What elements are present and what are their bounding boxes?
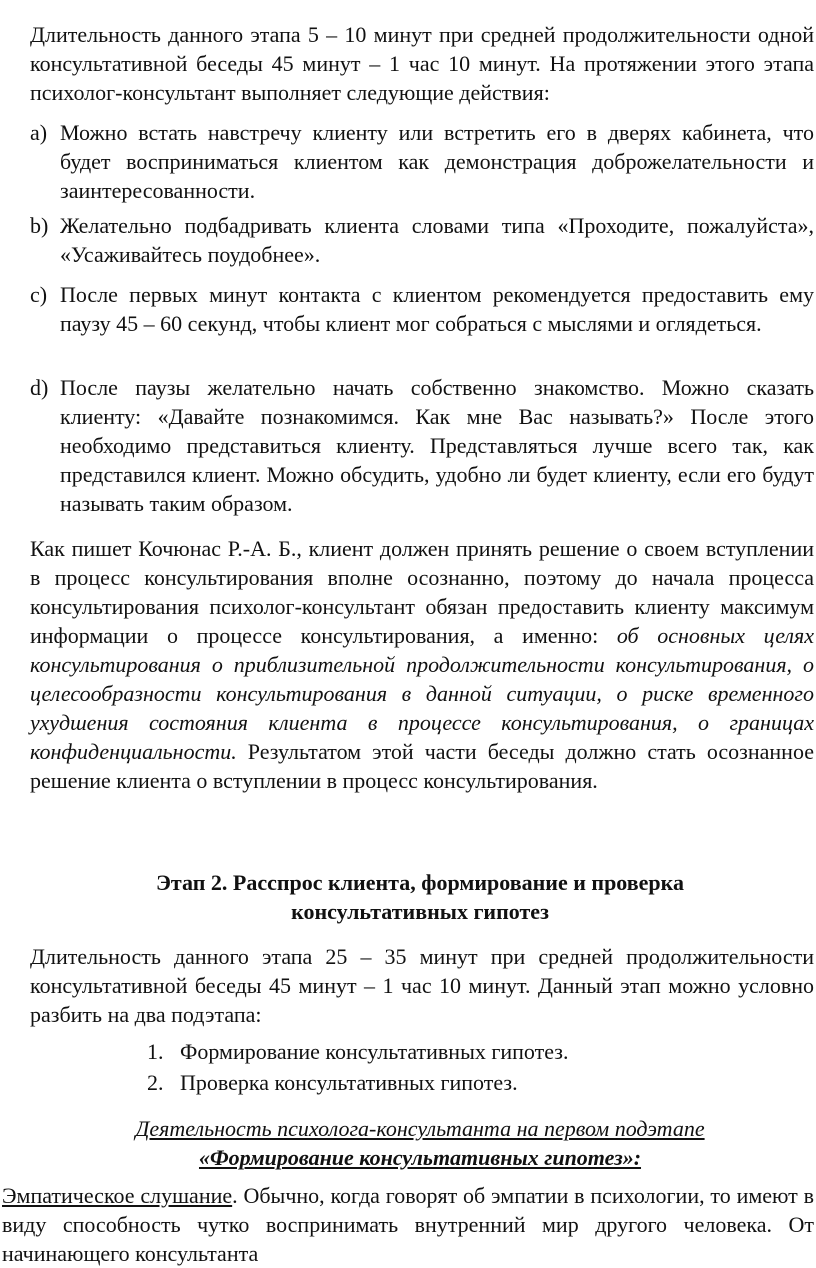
empathy-term: Эмпатическое слушание bbox=[2, 1183, 233, 1208]
stage2-paragraph: Длительность данного этапа 25 – 35 минут при средней продолжительности консультативной беседы 45 минут – 1 час 10 минут. Данный этап можно условно разбить на два подэтапа: bbox=[30, 944, 814, 1027]
kochiunas-text-after: Результатом этой части беседы должно стать осознанное решение клиента о вступлении в процесс консультирования. bbox=[30, 739, 814, 793]
substage-item-2 bbox=[0, 1068, 816, 1097]
empathy-paragraph bbox=[2, 1181, 814, 1268]
kochiunas-text-before: Как пишет Кочюнас Р.-А. Б., клиент должен принять решение о своем вступлении в процесс консультирования вполне осознанно, поэтому до начала процесса консультирования психолог-консультант обязан предоставить клиенту максимум информации о процессе консультирования, а именно: bbox=[30, 536, 814, 648]
stage2-heading-line2: консультативных гипотез bbox=[291, 899, 549, 924]
list-item-a bbox=[30, 118, 814, 205]
substage-list bbox=[0, 1037, 816, 1097]
list-item-text: После первых минут контакта с клиентом рекомендуется предоставить ему паузу 45 – 60 секунд, чтобы клиент мог собраться с мыслями и оглядеться. bbox=[60, 282, 814, 336]
list-marker: c) bbox=[30, 282, 48, 307]
list-marker: d) bbox=[30, 375, 49, 400]
list-item-b bbox=[30, 211, 814, 269]
substage-text: Формирование консультативных гипотез. bbox=[180, 1039, 569, 1064]
list-item-text: Желательно подбадривать клиента словами типа «Проходите, пожалуйста», «Усаживайтесь поудобнее». bbox=[60, 213, 814, 267]
kochiunas-italic-list: об основных целях консультирования о приблизительной продолжительности консультирования, о целесообразности консультирования в данной ситуации, о риске временного ухудшения состояния клиента в процессе консультирования, о границах конфиденциальности. bbox=[30, 623, 814, 764]
list-marker: b) bbox=[30, 213, 49, 238]
substage-marker: 1. bbox=[147, 1039, 164, 1064]
substage-item-1 bbox=[0, 1037, 816, 1066]
substage-heading-line1: Деятельность психолога-консультанта на первом подэтапе bbox=[135, 1116, 705, 1141]
substage-marker: 2. bbox=[147, 1070, 164, 1095]
list-marker: a) bbox=[30, 120, 48, 145]
kochiunas-paragraph bbox=[30, 534, 814, 795]
stage2-heading bbox=[0, 868, 816, 926]
stage2-heading-line1: Этап 2. Расспрос клиента, формирование и проверка bbox=[156, 870, 684, 895]
substage-heading bbox=[0, 1114, 816, 1172]
empathy-text: . Обычно, когда говорят об эмпатии в психологии, то имеют в виду способность чутко воспринимать внутренний мир другого человека. От начинающего консультанта bbox=[2, 1183, 815, 1266]
list-item-text: Можно встать навстречу клиенту или встретить его в дверях кабинета, что будет восприниматься клиентом как демонстрация доброжелательности и заинтересованности. bbox=[60, 120, 814, 203]
list-item-d bbox=[30, 373, 814, 518]
intro-paragraph: Длительность данного этапа 5 – 10 минут при средней продолжительности одной консультативной беседы 45 минут – 1 час 10 минут. На протяжении этого этапа психолог-консультант выполняет следующие действия: bbox=[30, 22, 814, 105]
substage-heading-line2: «Формирование консультативных гипотез»: bbox=[198, 1145, 642, 1170]
list-item-text: После паузы желательно начать собственно знакомство. Можно сказать клиенту: «Давайте познакомимся. Как мне Вас называть?» После этого необходимо представиться клиенту. Представляться лучше всего так, как представился клиент. Можно обсудить, удобно ли будет клиенту, если его будут называть таким образом. bbox=[60, 375, 814, 516]
substage-text: Проверка консультативных гипотез. bbox=[180, 1070, 518, 1095]
list-item-c bbox=[30, 280, 814, 338]
